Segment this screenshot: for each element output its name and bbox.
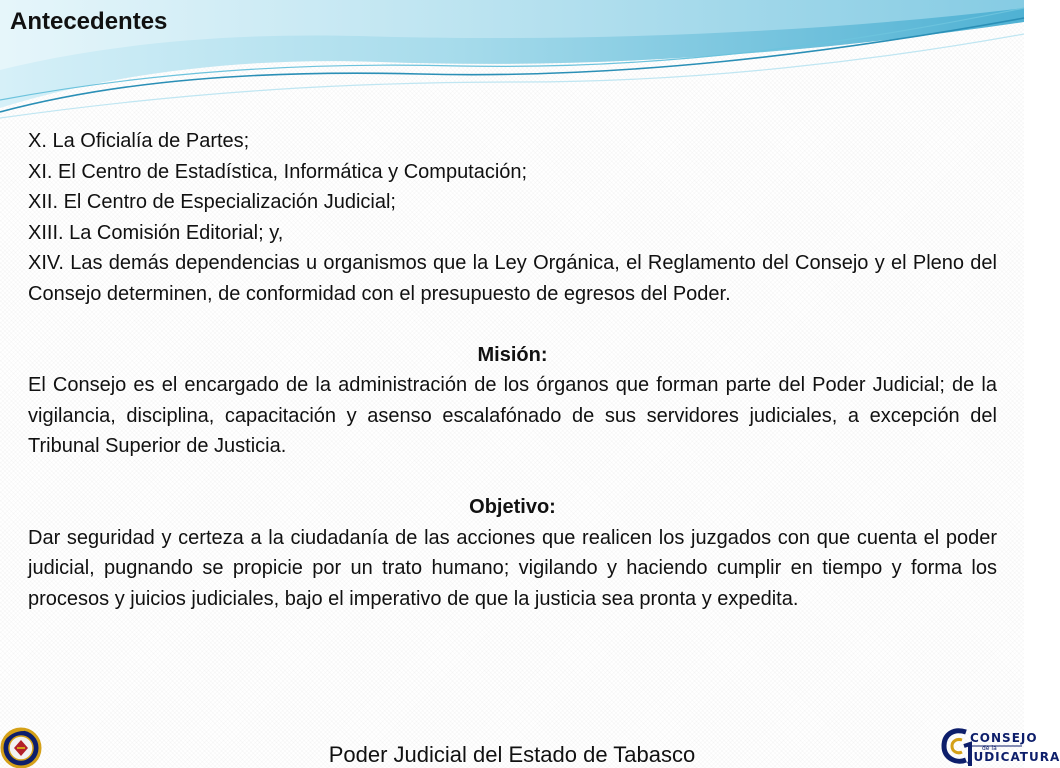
paragraph-spacer xyxy=(28,309,997,340)
page-title: Antecedentes xyxy=(10,8,168,35)
paragraph-spacer xyxy=(28,462,997,493)
footer-text: Poder Judicial del Estado de Tabasco xyxy=(328,742,696,767)
logo-de-la-text: de la xyxy=(982,745,997,752)
list-item: XIII. La Comisión Editorial; y, xyxy=(28,221,284,244)
logo-judicatura-text: JUDICATURA xyxy=(968,750,1060,764)
slide-body xyxy=(28,126,997,614)
logo-consejo-text: CONSEJO xyxy=(970,731,1038,745)
list-item: XI. El Centro de Estadística, Informática y Computación; xyxy=(28,160,528,183)
mision-text: El Consejo es el encargado de la administración de los órganos que forman parte del Poder Judicial; de la vigilancia, disciplina, capacitación y asenso escalafónado de sus servidores judiciales, a excepción del Tribunal Superior de Justicia. xyxy=(28,374,997,457)
objetivo-heading: Objetivo: xyxy=(469,496,556,518)
list-item: XIV. Las demás dependencias u organismos que la Ley Orgánica, el Reglamento del Consejo y el Pleno del Consejo determinen, de conformidad con el presupuesto de egresos del Poder. xyxy=(28,252,997,305)
objetivo-text: Dar seguridad y certeza a la ciudadanía de las acciones que realicen los juzgados con que cuenta el poder judicial, pugnando se propicie por un trato humano; vigilando y haciendo cumplir en tiempo y forma los procesos y juicios judiciales, bajo el imperativo de que la justicia sea pronta y expedita. xyxy=(28,526,997,610)
mision-heading: Misión: xyxy=(477,343,548,366)
list-item: XII. El Centro de Especialización Judicial; xyxy=(28,191,396,213)
list-item: X. La Oficialía de Partes; xyxy=(28,130,250,152)
